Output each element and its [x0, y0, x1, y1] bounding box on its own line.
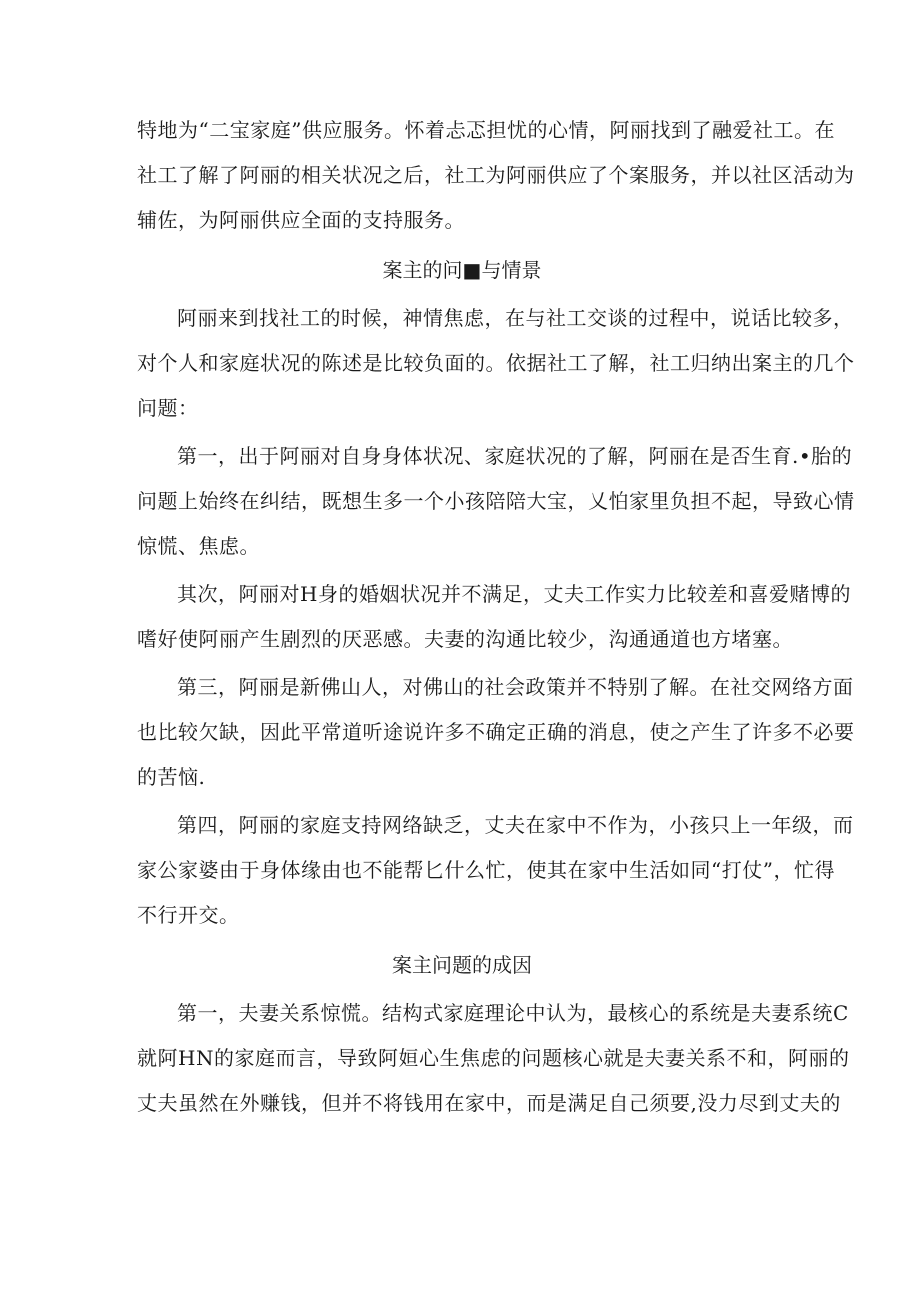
- text-line: 其次，阿丽对H身的婚姻状况并不满足，丈夫工作实力比较差和喜爱赌博的: [177, 582, 851, 606]
- text-line: 惊慌、焦虑。: [137, 534, 260, 558]
- section-heading-causes: 案主问题的成因: [392, 953, 532, 977]
- text-line: 辅佐，为阿丽供应全面的支持服务。: [137, 208, 465, 232]
- text-line: 阿丽来到找社工的时候，神情焦虑，在与社工交谈的过程中，说话比较多，: [177, 306, 854, 330]
- paragraph-problem-4: [137, 803, 854, 938]
- text-line: 问题：: [137, 396, 199, 420]
- text-line: 丈夫虽然在外赚钱，但并不将钱用在家中，而是满足自己须要,没力尽到丈夫的: [137, 1091, 841, 1115]
- text-line: 也比较欠缺，因此平常道听途说许多不确定正确的消息，使之产生了许多不必要: [137, 720, 855, 744]
- paragraph-problem-2: [137, 572, 851, 662]
- text-line: 第一，出于阿丽对自身身体状况、家庭状况的了解，阿丽在是否生育.•胎的: [177, 444, 853, 468]
- paragraph-problems-intro: [137, 296, 855, 431]
- text-line: 对个人和家庭状况的陈述是比较负面的。依据社工了解，社工归纳出案主的几个: [137, 351, 855, 375]
- paragraph-problem-3: [137, 665, 855, 800]
- section-heading-problems: 案主的问■与情景: [382, 258, 542, 282]
- text-line: 第三，阿丽是新佛山人，对佛山的社会政策并不特别了解。在社交网络方面: [177, 675, 854, 699]
- paragraph-problem-1: [137, 434, 855, 569]
- text-line: 第四，阿丽的家庭支持网络缺乏，丈夫在家中不作为，小孩只上一年级，而: [177, 813, 854, 837]
- text-line: 嗜好使阿丽产生剧烈的厌恶感。夫妻的沟通比较少，沟通通道也方堵塞。: [137, 627, 793, 651]
- paragraph-cause-1: [137, 991, 850, 1126]
- text-line: 特地为“二宝家庭”供应服务。怀着忐忑担忧的心情，阿丽找到了融爱社工。在: [137, 118, 835, 142]
- paragraph-intro: [137, 108, 855, 243]
- text-line: 不行开交。: [137, 903, 240, 927]
- text-line: 社工了解了阿丽的相关状况之后，社工为阿丽供应了个案服务，并以社区活动为: [137, 163, 855, 187]
- document-body: [137, 108, 855, 1129]
- text-line: 家公家婆由于身体缘由也不能帮匕什么忙，使其在家中生活如同“打仗”，忙得: [137, 858, 835, 882]
- text-line: 的苦恼.: [137, 765, 206, 789]
- text-line: 就阿HN的家庭而言，导致阿姮心生焦虑的问题核心就是夫妻关系不和，阿丽的: [137, 1046, 850, 1070]
- text-line: 问题上始终在纠结，既想生多一个小孩陪陪大宝，乂怕家里负担不起，导致心情: [137, 489, 855, 513]
- text-line: 第一，夫妻关系惊慌。结构式家庭理论中认为，最核心的系统是夫妻系统C: [177, 1001, 849, 1025]
